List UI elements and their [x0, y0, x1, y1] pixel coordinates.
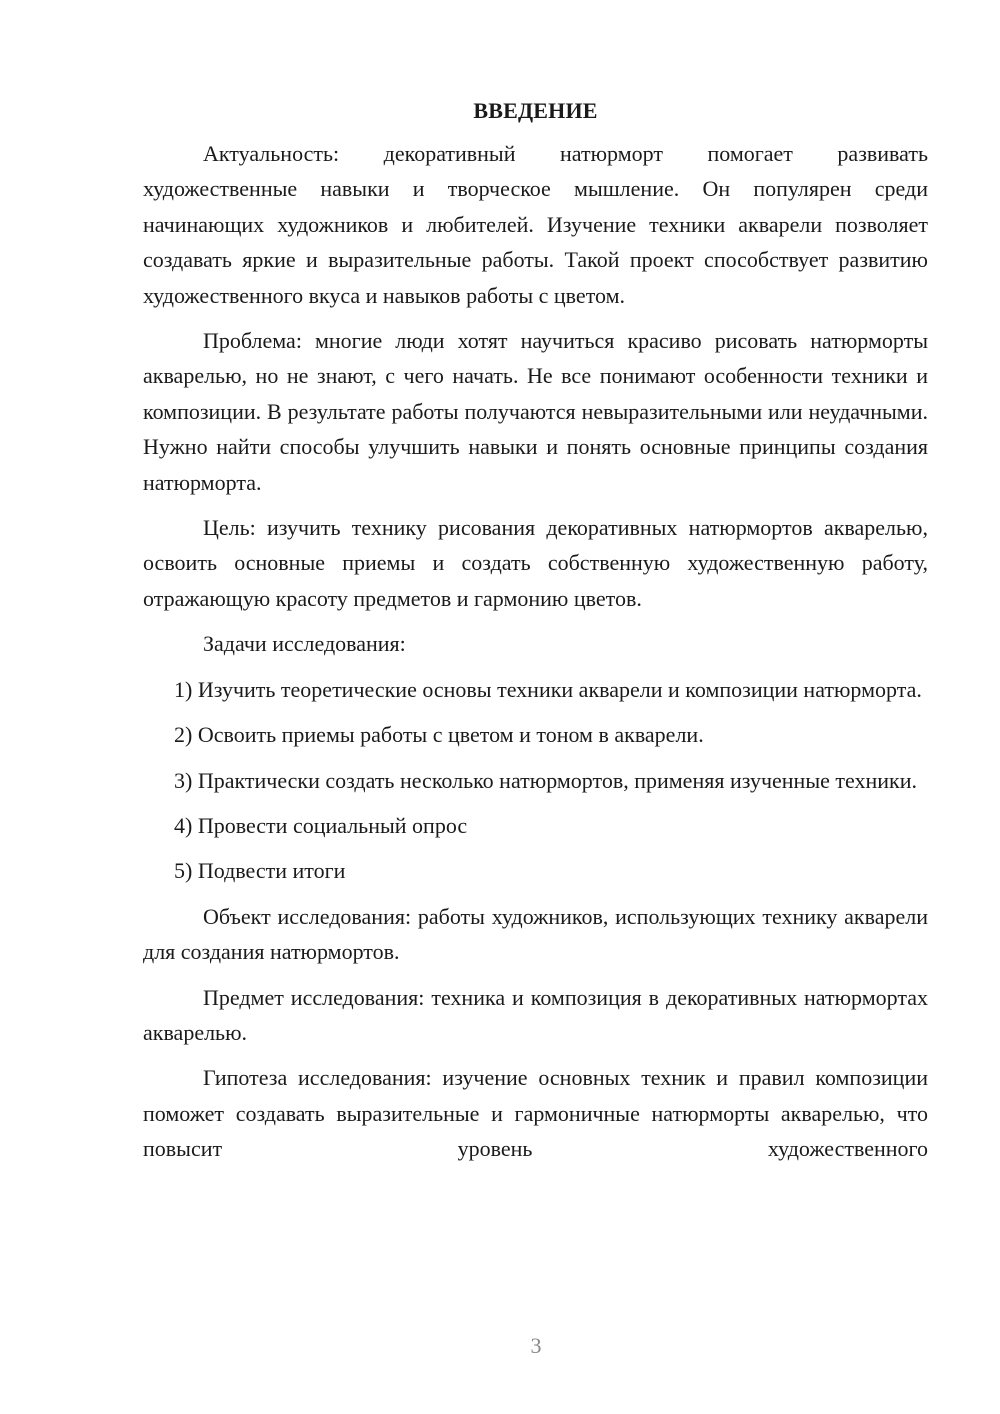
- task-item-2: 2) Освоить приемы работы с цветом и тоном в акварели.: [174, 722, 704, 748]
- hypothesis-paragraph: Гипотеза исследования: изучение основных техник и правил композиции поможет создавать выразительные и гармоничные натюрморты акварелью, что повысит уровень художественного: [143, 1065, 928, 1162]
- page-number: 3: [530, 1333, 542, 1358]
- goal-paragraph: Цель: изучить технику рисования декоративных натюрмортов акварелью, освоить основные приемы и создать собственную художественную работу, отражающую красоту предметов и гармонию цветов.: [143, 515, 928, 611]
- page-content: [143, 96, 928, 1177]
- problem-paragraph: Проблема: многие люди хотят научиться красиво рисовать натюрморты акварелью, но не знают, с чего начать. Не все понимают особенности техники и композиции. В результате работы получаются невыразительными или неудачными. Нужно найти способы улучшить навыки и понять основные принципы создания натюрморта.: [143, 328, 928, 495]
- subject-paragraph: Предмет исследования: техника и композиция в декоративных натюрмортах акварелью.: [143, 984, 928, 1045]
- task-item-5: 5) Подвести итоги: [174, 858, 346, 884]
- task-item-3: 3) Практически создать несколько натюрмортов, применяя изученные техники.: [174, 767, 917, 793]
- tasks-heading: Задачи исследования:: [203, 631, 406, 657]
- relevance-paragraph: Актуальность: декоративный натюрморт помогает развивать художественные навыки и творческое мышление. Он популярен среди начинающих художников и любителей. Изучение техники акварели позволяет создавать яркие и выразительные работы. Такой проект способствует развитию художественного вкуса и навыков работы с цветом.: [143, 141, 928, 308]
- object-paragraph: Объект исследования: работы художников, использующих технику акварели для создания натюрмортов.: [143, 903, 928, 965]
- task-item-4: 4) Провести социальный опрос: [174, 812, 468, 838]
- task-item-1: 1) Изучить теоретические основы техники акварели и композиции натюрморта.: [174, 676, 922, 702]
- page-title: ВВЕДЕНИЕ: [473, 98, 598, 123]
